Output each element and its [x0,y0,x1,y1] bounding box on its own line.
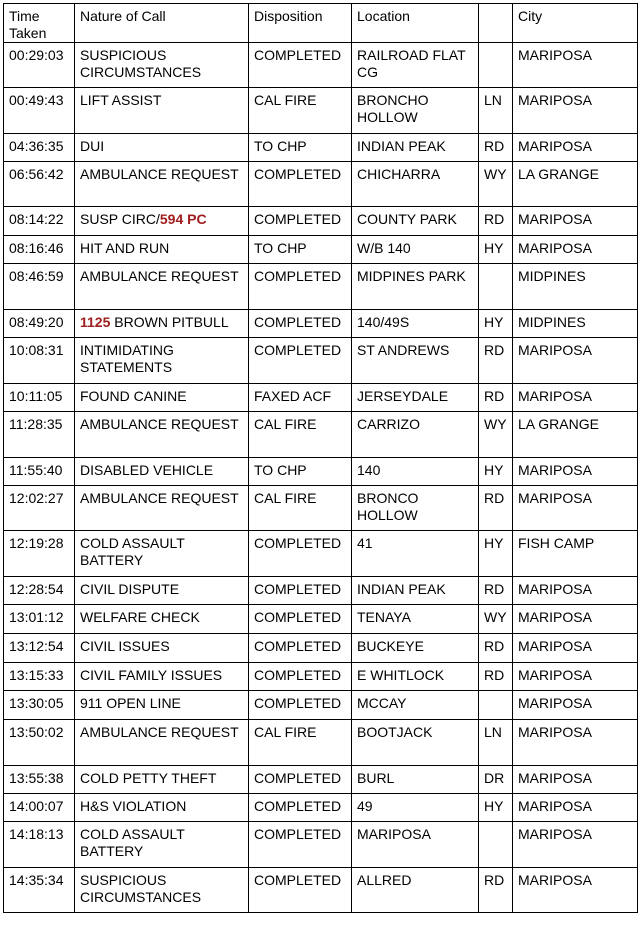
cell-city: MARIPOSA [513,720,638,766]
cell-street-suffix [479,43,513,88]
nature-text: FOUND CANINE [80,388,187,404]
cell-street-suffix: WY [479,605,513,634]
cell-location: MARIPOSA [352,822,479,868]
cell-time-taken: 13:55:38 [4,766,75,794]
cell-location: BOOTJACK [352,720,479,766]
cell-time-taken: 14:18:13 [4,822,75,868]
cell-time-taken: 13:01:12 [4,605,75,634]
cell-city: MARIPOSA [513,338,638,384]
cell-nature-of-call [75,634,249,663]
cell-city: MARIPOSA [513,236,638,264]
cell-disposition: CAL FIRE [249,88,352,134]
cell-nature-of-call [75,486,249,531]
cell-location: E WHITLOCK [352,663,479,691]
cell-disposition: COMPLETED [249,310,352,338]
cell-disposition: COMPLETED [249,162,352,207]
cell-street-suffix: RD [479,577,513,605]
cell-city: MARIPOSA [513,486,638,531]
cell-street-suffix: LN [479,88,513,134]
cell-location: INDIAN PEAK [352,577,479,605]
cell-disposition: COMPLETED [249,531,352,577]
cell-city: MIDPINES [513,264,638,310]
cell-city: MARIPOSA [513,88,638,134]
nature-text: BROWN PITBULL [110,314,229,330]
nature-text: HIT AND RUN [80,240,170,256]
cell-time-taken: 12:19:28 [4,531,75,577]
table-row [4,663,638,691]
cell-location: JERSEYDALE [352,384,479,412]
cell-nature-of-call [75,577,249,605]
cell-nature-of-call [75,794,249,822]
cell-nature-of-call [75,691,249,720]
cell-city: MARIPOSA [513,868,638,913]
header-row [4,4,638,43]
cell-time-taken: 06:56:42 [4,162,75,207]
nature-text: AMBULANCE REQUEST [80,416,239,432]
nature-text: WELFARE CHECK [80,609,200,625]
cell-street-suffix [479,822,513,868]
cell-nature-of-call [75,207,249,236]
cell-nature-of-call [75,338,249,384]
cell-disposition: TO CHP [249,134,352,162]
cell-city: MARIPOSA [513,794,638,822]
cell-time-taken: 11:28:35 [4,412,75,458]
table-row [4,577,638,605]
cell-street-suffix: RD [479,338,513,384]
cell-location: MIDPINES PARK [352,264,479,310]
cell-city: MARIPOSA [513,43,638,88]
cell-time-taken: 08:46:59 [4,264,75,310]
table-row [4,384,638,412]
cell-nature-of-call [75,531,249,577]
cell-time-taken: 04:36:35 [4,134,75,162]
header-city: City [513,4,638,43]
cell-street-suffix: RD [479,868,513,913]
cell-location: BURL [352,766,479,794]
cell-nature-of-call [75,458,249,486]
nature-text: DUI [80,138,105,154]
table-row [4,458,638,486]
cell-street-suffix: RD [479,634,513,663]
cell-city: MARIPOSA [513,207,638,236]
cell-city: MARIPOSA [513,605,638,634]
nature-text: H&S VIOLATION [80,798,187,814]
cell-nature-of-call [75,766,249,794]
cell-nature-of-call [75,310,249,338]
cell-city: MARIPOSA [513,634,638,663]
cell-street-suffix: HY [479,794,513,822]
cell-location: RAILROAD FLAT CG [352,43,479,88]
cell-street-suffix [479,264,513,310]
cell-city: MARIPOSA [513,577,638,605]
table-row [4,338,638,384]
table-row [4,236,638,264]
cell-location: CHICHARRA [352,162,479,207]
cell-disposition: CAL FIRE [249,412,352,458]
cell-disposition: COMPLETED [249,766,352,794]
nature-text: COLD PETTY THEFT [80,770,217,786]
header-location: Location [352,4,479,43]
cell-disposition: COMPLETED [249,577,352,605]
cell-location: COUNTY PARK [352,207,479,236]
cell-city: MARIPOSA [513,458,638,486]
cell-time-taken: 12:02:27 [4,486,75,531]
cell-location: BRONCO HOLLOW [352,486,479,531]
cell-disposition: COMPLETED [249,43,352,88]
nature-text: DISABLED VEHICLE [80,462,214,478]
cell-location: ALLRED [352,868,479,913]
call-log-body [4,43,638,913]
cell-time-taken: 00:29:03 [4,43,75,88]
cell-nature-of-call [75,134,249,162]
cell-time-taken: 10:11:05 [4,384,75,412]
cell-street-suffix: RD [479,384,513,412]
cell-time-taken: 12:28:54 [4,577,75,605]
table-row [4,134,638,162]
cell-street-suffix: WY [479,162,513,207]
cell-street-suffix: DR [479,766,513,794]
nature-text: CIVIL DISPUTE [80,581,180,597]
table-row [4,486,638,531]
cell-nature-of-call [75,720,249,766]
cell-disposition: TO CHP [249,458,352,486]
cell-city: MARIPOSA [513,134,638,162]
cell-nature-of-call [75,162,249,207]
cell-location: TENAYA [352,605,479,634]
header-time-taken: Time Taken [4,4,75,43]
header-street-suffix [479,4,513,43]
table-row [4,88,638,134]
table-row [4,822,638,868]
cell-street-suffix [479,691,513,720]
cell-location: 140/49S [352,310,479,338]
cell-disposition: COMPLETED [249,264,352,310]
table-row [4,531,638,577]
cell-disposition: COMPLETED [249,634,352,663]
cell-location: 140 [352,458,479,486]
table-row [4,43,638,88]
nature-text: LIFT ASSIST [80,92,162,108]
cell-nature-of-call [75,43,249,88]
cell-location: INDIAN PEAK [352,134,479,162]
nature-text: 911 OPEN LINE [80,695,181,711]
header-disposition: Disposition [249,4,352,43]
cell-street-suffix: RD [479,486,513,531]
nature-text: AMBULANCE REQUEST [80,490,239,506]
table-row [4,162,638,207]
cell-nature-of-call [75,88,249,134]
cell-time-taken: 08:14:22 [4,207,75,236]
cell-city: MIDPINES [513,310,638,338]
nature-text: CIVIL ISSUES [80,638,170,654]
nature-text: CIVIL FAMILY ISSUES [80,667,223,683]
cell-time-taken: 14:00:07 [4,794,75,822]
cell-location: BUCKEYE [352,634,479,663]
table-row [4,766,638,794]
table-row [4,310,638,338]
cell-location: ST ANDREWS [352,338,479,384]
nature-text: SUSPICIOUS CIRCUMSTANCES [80,47,202,80]
table-row [4,264,638,310]
nature-text: COLD ASSAULT BATTERY [80,826,185,859]
cell-city: MARIPOSA [513,663,638,691]
cell-location: 41 [352,531,479,577]
table-row [4,207,638,236]
cell-location: MCCAY [352,691,479,720]
cell-disposition: COMPLETED [249,794,352,822]
table-row [4,691,638,720]
cell-time-taken: 14:35:34 [4,868,75,913]
cell-location: BRONCHO HOLLOW [352,88,479,134]
cell-nature-of-call [75,605,249,634]
cell-disposition: COMPLETED [249,338,352,384]
cell-time-taken: 08:49:20 [4,310,75,338]
cell-time-taken: 00:49:43 [4,88,75,134]
cell-nature-of-call [75,868,249,913]
cell-street-suffix: RD [479,663,513,691]
cell-location: 49 [352,794,479,822]
cell-street-suffix: HY [479,458,513,486]
cell-disposition: COMPLETED [249,822,352,868]
nature-text: AMBULANCE REQUEST [80,166,239,182]
cell-disposition: COMPLETED [249,663,352,691]
cell-disposition: COMPLETED [249,207,352,236]
highlighted-code: 594 PC [159,211,207,227]
nature-text: INTIMIDATING STATEMENTS [80,342,174,375]
cell-disposition: TO CHP [249,236,352,264]
cell-nature-of-call [75,822,249,868]
cell-location: CARRIZO [352,412,479,458]
cell-time-taken: 13:50:02 [4,720,75,766]
cell-street-suffix: HY [479,236,513,264]
cell-city: MARIPOSA [513,766,638,794]
cell-nature-of-call [75,236,249,264]
cell-disposition: CAL FIRE [249,486,352,531]
cell-disposition: CAL FIRE [249,720,352,766]
table-row [4,634,638,663]
cell-city: MARIPOSA [513,384,638,412]
cell-street-suffix: RD [479,207,513,236]
cell-location: W/B 140 [352,236,479,264]
nature-text: AMBULANCE REQUEST [80,724,239,740]
cell-time-taken: 10:08:31 [4,338,75,384]
header-nature-of-call: Nature of Call [75,4,249,43]
cell-street-suffix: WY [479,412,513,458]
table-row [4,720,638,766]
cell-disposition: COMPLETED [249,868,352,913]
cell-city: MARIPOSA [513,822,638,868]
call-log-header [4,4,638,43]
table-row [4,412,638,458]
table-row [4,794,638,822]
nature-text: SUSPICIOUS CIRCUMSTANCES [80,872,202,905]
cell-city: LA GRANGE [513,412,638,458]
cell-nature-of-call [75,663,249,691]
nature-text: SUSP CIRC/ [80,211,160,227]
cell-street-suffix: LN [479,720,513,766]
nature-text: COLD ASSAULT BATTERY [80,535,185,568]
cell-time-taken: 11:55:40 [4,458,75,486]
cell-time-taken: 13:15:33 [4,663,75,691]
cell-disposition: COMPLETED [249,605,352,634]
table-row [4,868,638,913]
cell-time-taken: 08:16:46 [4,236,75,264]
nature-text: AMBULANCE REQUEST [80,268,239,284]
cell-disposition: FAXED ACF [249,384,352,412]
cell-city: MARIPOSA [513,691,638,720]
call-log-table [3,3,638,913]
cell-nature-of-call [75,412,249,458]
cell-street-suffix: HY [479,310,513,338]
cell-city: FISH CAMP [513,531,638,577]
cell-disposition: COMPLETED [249,691,352,720]
table-row [4,605,638,634]
highlighted-code: 1125 [80,314,111,330]
cell-nature-of-call [75,264,249,310]
cell-time-taken: 13:12:54 [4,634,75,663]
cell-city: LA GRANGE [513,162,638,207]
cell-street-suffix: RD [479,134,513,162]
cell-street-suffix: HY [479,531,513,577]
cell-time-taken: 13:30:05 [4,691,75,720]
cell-nature-of-call [75,384,249,412]
